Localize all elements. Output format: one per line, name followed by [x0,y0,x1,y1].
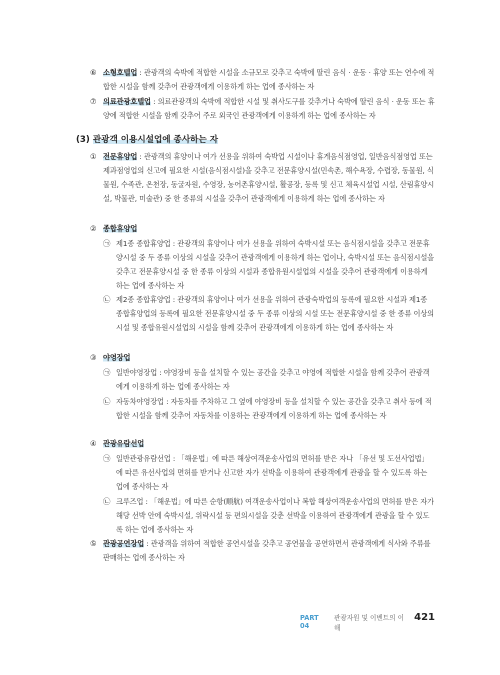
sub-item [103,495,435,537]
sub-item [103,395,435,423]
item-number: ② [90,224,97,233]
sub-item-text: 제1종 종합휴양업 : 관광객의 휴양이나 여가 선용을 위하여 숙박시설 또는 음식점시설을 갖추고 전문휴양시설 중 두 종류 이상의 시설을 갖추어 관광객에게 이용하게 하는 업이나, 숙박시설 또는 음식점시설을 갖추고 전문휴양시설 중 한 종류 이상의 시설과 종합유원시설업의 시설을 갖추어 관광객에게 이용하게 하는 업에 종사하는 자 [116,239,435,290]
list-item [90,437,435,451]
item-term: 야영장업 [103,353,131,362]
list-item [90,222,435,236]
sub-item-text: 일반관광유람선업 : 「해운법」에 따른 해상여객운송사업의 면허를 받은 자나 「유선 및 도선사업법」에 따른 유선사업의 면허를 받거나 신고한 자가 선박을 이용하여 관광객에게 관광을 할 수 있도록 하는 업에 종사하는 자 [116,454,429,491]
item-text: : 관광객을 위하여 적합한 공연시설을 갖추고 공연물을 공연하면서 관광객에게 식사와 주류를 판매하는 업에 종사하는 자 [103,539,431,562]
sub-item-number: ㉡ [103,497,111,506]
footer-part: PART 04 [300,614,319,630]
sub-item [103,452,435,494]
list-item [90,66,435,94]
sub-item-text: 제2종 종합휴양업 : 관광객의 휴양이나 여가 선용을 위하여 관광숙박업의 등록에 필요한 시설과 제1종 종합휴양업의 등록에 필요한 전문휴양시설 중 두 종류 이상의 시설 또는 전문휴양시설 중 한 종류 이상의 시설 및 종합유원시설업의 시설을 함께 갖추어 관광객에게 이용하게 하는 업에 종사하는 자 [116,295,435,332]
sub-item [103,366,435,394]
item-term: 소형호텔업 [103,68,138,77]
sub-item-number: ㉠ [103,454,111,463]
item-text: : 관광객의 휴양이나 여가 선용을 위하여 숙박업 시설이나 휴게음식점영업, 일반음식점영업 또는 제과점영업의 신고에 필요한 시설(음식점시설)을 갖추고 전문휴양시설(민속촌, 해수욕장, 수렵장, 동물원, 식물원, 수족관, 온천장, 동굴자원, 수영장, 농어촌휴양시설, 활공장, 등록 및 신고 체육시설업 시설, 산림휴양시설, 박물관, 미술관) 중 한 종류의 시설을 갖추어 관광객에게 이용하게 하는 업에 종사하는 자 [103,152,435,203]
item-term: 종합휴양업 [103,224,138,233]
list-item [90,150,435,206]
footer-chapter-title: 관광자원 및 이벤트의 이해 [334,614,404,632]
section-title: 관광객 이용시설업에 종사하는 자 [92,135,219,145]
sub-item [103,237,435,293]
item-number: ⑦ [90,97,97,106]
item-text: : 관광객의 숙박에 적합한 시설을 소규모로 갖추고 숙박에 딸린 음식 · 운동 · 휴양 또는 연수에 적합한 시설을 함께 갖추어 관광객에게 이용하게 하는 업에 종사하는 자 [103,68,435,91]
list-item [90,537,435,565]
sub-item-number: ㉠ [103,239,111,248]
sub-item [103,293,435,335]
item-number: ④ [90,439,97,448]
page-footer [300,612,435,632]
sub-item-number: ㉠ [103,368,111,377]
list-item [90,95,435,123]
item-term: 의료관광호텔업 [103,97,151,106]
item-number: ⑥ [90,68,97,77]
sub-item-text: 자동차야영장업 : 자동차를 주차하고 그 옆에 야영장비 등을 설치할 수 있는 공간을 갖추고 취사 등에 적합한 시설을 함께 갖추어 자동차를 이용하는 관광객에게 이용하게 하는 업에 종사하는 자 [116,397,432,420]
sub-item-text: 크루즈업 : 「해운법」에 따른 순항(順航) 여객운송사업이나 복합 해상여객운송사업의 면허를 받은 자가 해당 선박 안에 숙박시설, 위락시설 등 편의시설을 갖춘 선박을 이용하여 관광객에게 관광을 할 수 있도록 하는 업에 종사하는 자 [116,497,434,534]
item-term: 관광유람선업 [103,439,145,448]
item-number: ① [90,152,97,161]
item-term: 관광공연장업 [103,539,145,548]
item-number: ⑤ [90,539,97,548]
sub-item-number: ㉡ [103,397,111,406]
item-term: 전문휴양업 [103,152,138,161]
section-number: (3) [76,135,90,145]
sub-item-number: ㉡ [103,295,111,304]
section-heading [76,133,218,147]
list-item [90,351,435,365]
item-number: ③ [90,353,97,362]
page-number: 421 [414,612,435,623]
sub-item-text: 일반야영장업 : 야영장비 등을 설치할 수 있는 공간을 갖추고 야영에 적합한 시설을 함께 갖추어 관광객에게 이용하게 하는 업에 종사하는 자 [116,368,430,391]
item-text: : 의료관광객의 숙박에 적합한 시설 및 취사도구를 갖추거나 숙박에 딸린 음식 · 운동 또는 휴양에 적합한 시설을 함께 갖추어 주로 외국인 관광객에게 이용하게 하는 업에 종사하는 자 [103,97,435,120]
